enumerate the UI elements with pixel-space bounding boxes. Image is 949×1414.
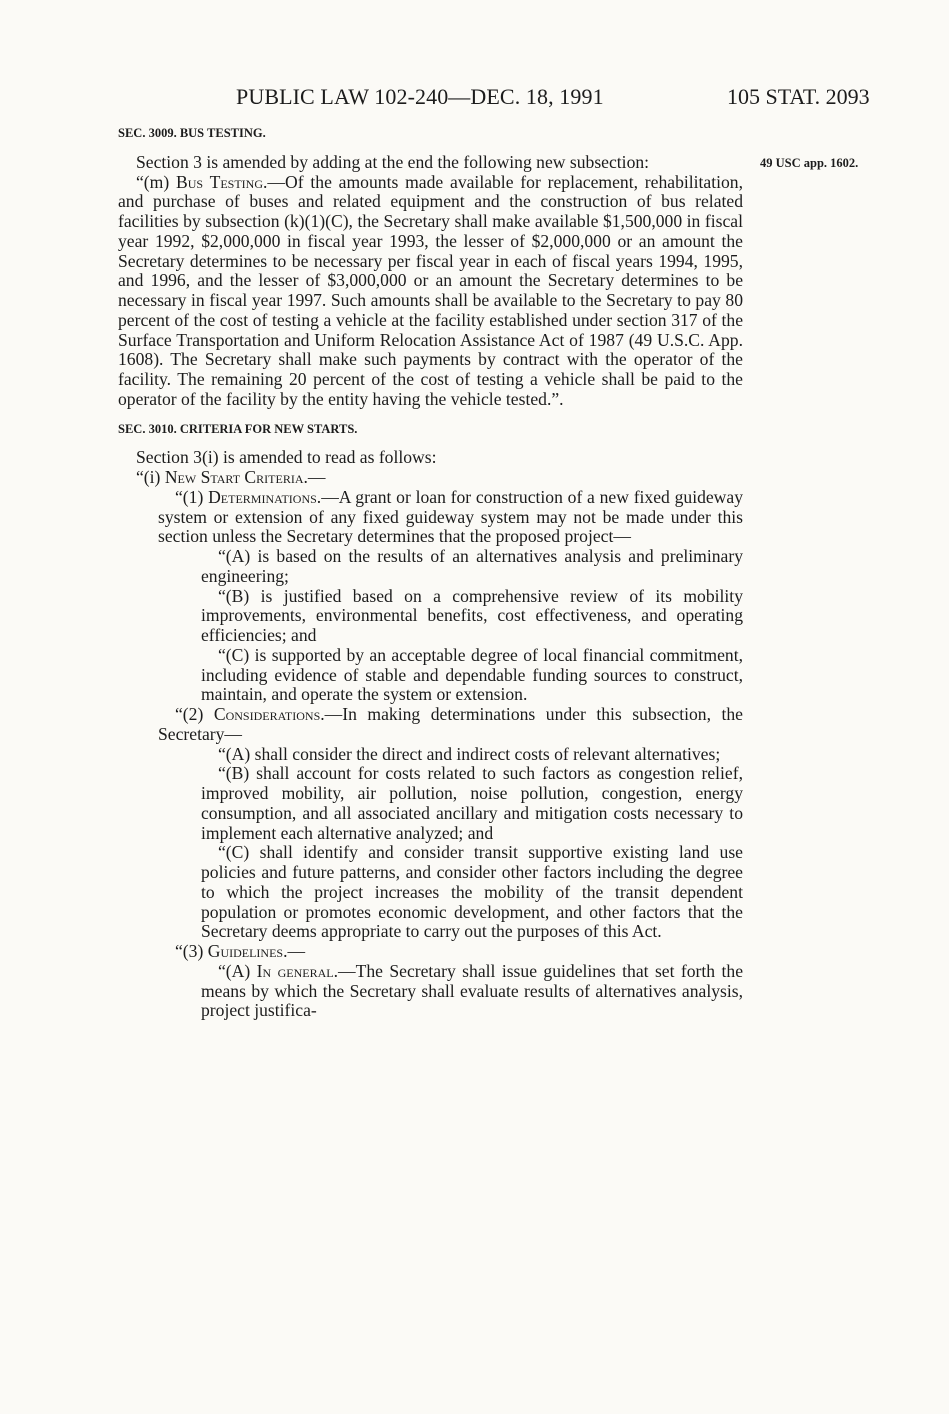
paragraph-2-b: “(B) shall account for costs related to such factors as congestion relief, improved mobility, air pollution, noise pollution, congestion, energy consumption, and all associated ancillary and mitigation costs necessary to implement each alternative analyzed; and bbox=[201, 763, 743, 843]
margin-citation: 49 USC app. 1602. bbox=[760, 156, 859, 170]
section-3009-heading: SEC. 3009. BUS TESTING. bbox=[118, 126, 266, 140]
subsection-i bbox=[118, 468, 743, 488]
paragraph-2-text: .—In making determinations under this subsection, the Secretary— bbox=[158, 704, 743, 744]
paragraph-3-a-open: “(A) bbox=[218, 960, 257, 981]
paragraph-2-a: “(A) shall consider the direct and indirect costs of relevant alternatives; bbox=[218, 743, 721, 764]
paragraph-3-dash: .— bbox=[283, 941, 306, 961]
paragraph-1-heading: Determinations bbox=[208, 486, 317, 507]
paragraph-2-open: “(2) bbox=[175, 704, 214, 724]
paragraph-2-heading: Considerations bbox=[213, 704, 321, 724]
page-stat-number: 105 STAT. 2093 bbox=[727, 84, 870, 109]
body-text bbox=[118, 124, 743, 1021]
paragraph-3-a-text: .—The Secretary shall issue guidelines that set forth the means by which the Secretary shall evaluate results of alternatives analysis, project justifica- bbox=[201, 960, 744, 1021]
paragraph-1-b: “(B) is justified based on a comprehensive review of its mobility improvements, environmental benefits, cost effectiveness, and operating efficiencies; and bbox=[201, 585, 743, 645]
subsection-i-heading: New Start Criteria bbox=[164, 467, 304, 487]
subsection-i-open: “(i) bbox=[136, 467, 165, 487]
subsection-m bbox=[118, 173, 743, 410]
paragraph-1-open: “(1) bbox=[175, 486, 209, 507]
paragraph-1-c: “(C) is supported by an acceptable degree of local financial commitment, including evidence of stable and dependable funding sources to construct, maintain, and operate the system or extension. bbox=[201, 644, 743, 705]
paragraph-3 bbox=[118, 942, 743, 962]
paragraph-3-heading: Guidelines bbox=[207, 941, 284, 961]
section-3010-heading: SEC. 3010. CRITERIA FOR NEW STARTS. bbox=[118, 421, 358, 436]
paragraph-3-a bbox=[118, 962, 743, 1021]
paragraph-2-c: “(C) shall identify and consider transit supportive existing land use policies and future patterns, and consider other factors including the degree to which the project increases the mobility of the transit dependent population or promotes economic development, and other factors that the Secretary deems appropriate to carry out the purposes of this Act. bbox=[201, 842, 743, 942]
subsection-m-open: “(m) bbox=[136, 171, 177, 192]
paragraph-3-open: “(3) bbox=[175, 941, 208, 961]
paragraph-1-a: “(A) is based on the results of an alternatives analysis and preliminary engineering; bbox=[201, 546, 743, 586]
paragraph-2 bbox=[118, 705, 743, 745]
subsection-m-heading: Bus Testing bbox=[176, 171, 264, 192]
paragraph-1-text: .—A grant or loan for construction of a new fixed guideway system or extension of any fixed guideway system may not be made under this section unless the Secretary determines that the proposed project— bbox=[158, 486, 743, 547]
paragraph-1 bbox=[118, 488, 743, 547]
subsection-i-dash: .— bbox=[303, 467, 326, 487]
paragraph-3-a-heading: In general bbox=[256, 960, 334, 981]
section-3010-intro: Section 3(i) is amended to read as follows: bbox=[136, 447, 437, 468]
subsection-m-text: .—Of the amounts made available for replacement, rehabilitation, and purchase of buses and related equipment and the construction of bus related facilities by subsection (k)(1)(C), the Secretary shall make available $1,500,000 in fiscal year 1992, $2,000,000 in fiscal year 1993, the lesser of $2,000,000 or an amount the Secretary determines to be necessary per fiscal year in each of fiscal years 1994, 1995, and 1996, and the lesser of $3,000,000 or an amount the Secretary determines to be necessary in fiscal year 1997. Such amounts shall be available to the Secretary to pay 80 percent of the cost of testing a vehicle at the facility established under section 317 of the Surface Transportation and Uniform Relocation Assistance Act of 1987 (49 U.S.C. App. 1608). The Secretary shall make such payments by contract with the operator of the facility. The remaining 20 percent of the cost of testing a vehicle shall be paid to the operator of the facility by the entity having the vehicle tested.”. bbox=[118, 171, 743, 409]
running-head: PUBLIC LAW 102-240—DEC. 18, 1991 bbox=[236, 84, 604, 109]
section-3009-intro: Section 3 is amended by adding at the end the following new subsection: bbox=[136, 151, 650, 172]
